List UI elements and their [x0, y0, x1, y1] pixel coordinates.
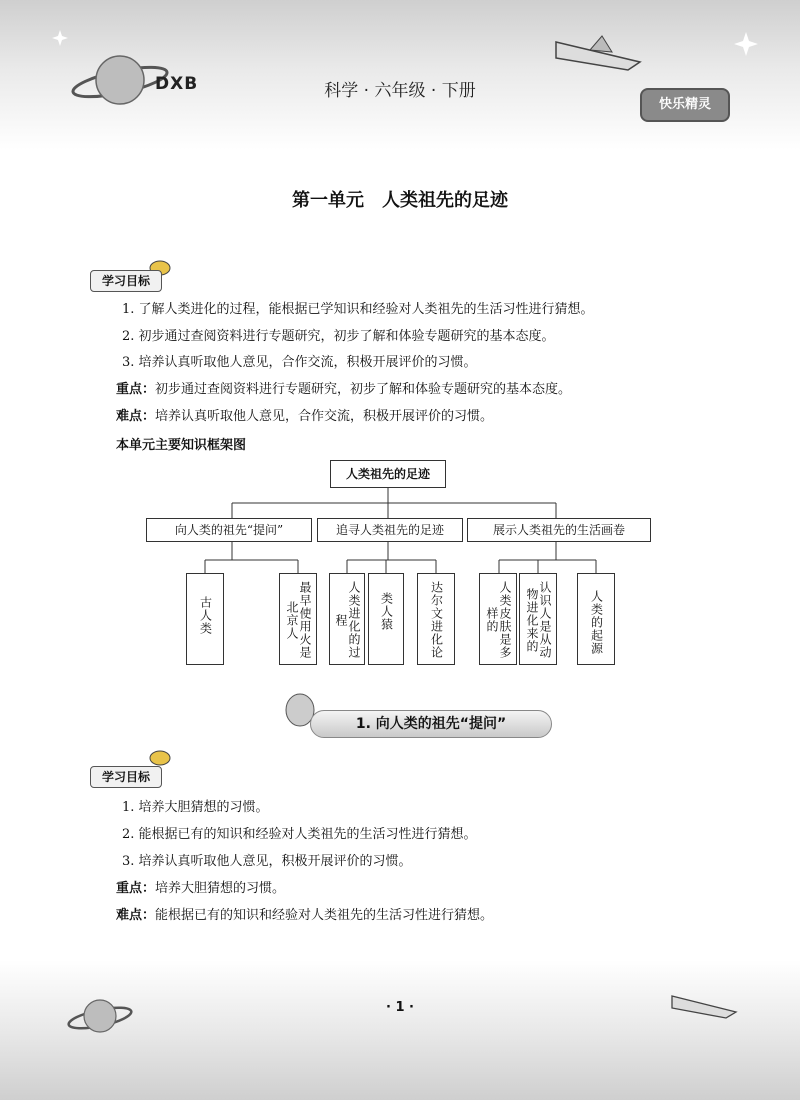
lesson-goal-1: 1. 培养大胆猜想的习惯。 [122, 800, 269, 815]
unit-title: 第一单元 人类祖先的足迹 [292, 190, 508, 211]
lesson-difficulty-label: 难点： [116, 908, 156, 923]
unit-goal-2: 2. 初步通过查阅资料进行专题研究，初步了解和体验专题研究的基本态度。 [122, 329, 555, 344]
difficulty-text: 培养认真听取他人意见，合作交流，积极开展评价的习惯。 [155, 409, 494, 424]
key-point-text: 初步通过查阅资料进行专题研究，初步了解和体验专题研究的基本态度。 [155, 382, 572, 397]
header-title: 科学 · 六年级 · 下册 [324, 81, 476, 101]
lesson-key-text: 培养大胆猜想的习惯。 [155, 881, 286, 896]
lesson-title-banner: 1. 向人类的祖先“提问” [310, 710, 552, 738]
space-shuttle-icon [556, 36, 640, 70]
diagram-branch-3: 展示人类祖先的生活画卷 [467, 518, 651, 542]
lesson-goals-tag: 学习目标 [90, 766, 162, 788]
lesson-key-point [116, 880, 285, 898]
diagram-leaf [329, 573, 365, 665]
leaf-text: 认识人是从动物进化来的 [525, 581, 552, 659]
lesson-goal-2: 2. 能根据已有的知识和经验对人类祖先的生活习性进行猜想。 [122, 827, 477, 842]
diagram-leaf [368, 573, 404, 665]
leaf-text: 古人类 [198, 596, 213, 635]
unit-goal-1: 1. 了解人类进化的过程，能根据已学知识和经验对人类祖先的生活习性进行猜想。 [122, 302, 594, 317]
framework-title: 本单元主要知识框架图 [116, 438, 247, 453]
lesson-key-label: 重点： [116, 881, 156, 896]
lesson-difficulty-text: 能根据已有的知识和经验对人类祖先的生活习性进行猜想。 [155, 908, 494, 923]
diagram-branch-2: 追寻人类祖先的足迹 [317, 518, 463, 542]
learning-goals-tag: 学习目标 [90, 270, 162, 292]
diagram-leaf [519, 573, 557, 665]
diagram-leaf [417, 573, 455, 665]
diagram-root: 人类祖先的足迹 [330, 460, 446, 488]
key-point-label: 重点： [116, 382, 156, 397]
diagram-leaf [279, 573, 317, 665]
lesson-goal-3: 3. 培养认真听取他人意见，积极开展评价的习惯。 [122, 854, 412, 869]
page-number: · 1 · [386, 1000, 414, 1015]
publisher-logo: 快乐精灵 [640, 88, 730, 122]
unit-key-point [116, 381, 571, 399]
leaf-text: 类人猿 [379, 592, 394, 631]
brand-mark: DXB [155, 74, 199, 94]
lesson-difficulty [116, 907, 493, 925]
leaf-text: 人类进化的过程 [334, 581, 361, 659]
diagram-leaf [479, 573, 517, 665]
unit-goal-3: 3. 培养认真听取他人意见，合作交流，积极开展评价的习惯。 [122, 355, 477, 370]
leaf-text: 人类皮肤是多样的 [485, 581, 512, 659]
unit-difficulty [116, 408, 493, 426]
star-icon [52, 30, 758, 56]
leaf-text: 人类的起源 [589, 589, 604, 655]
diagram-branch-1: 向人类的祖先“提问” [146, 518, 312, 542]
difficulty-label: 难点： [116, 409, 156, 424]
leaf-text: 最早使用火是北京人 [285, 581, 312, 659]
leaf-text: 达尔文进化论 [429, 581, 444, 659]
diagram-leaf [577, 573, 615, 665]
diagram-leaf [186, 573, 224, 665]
